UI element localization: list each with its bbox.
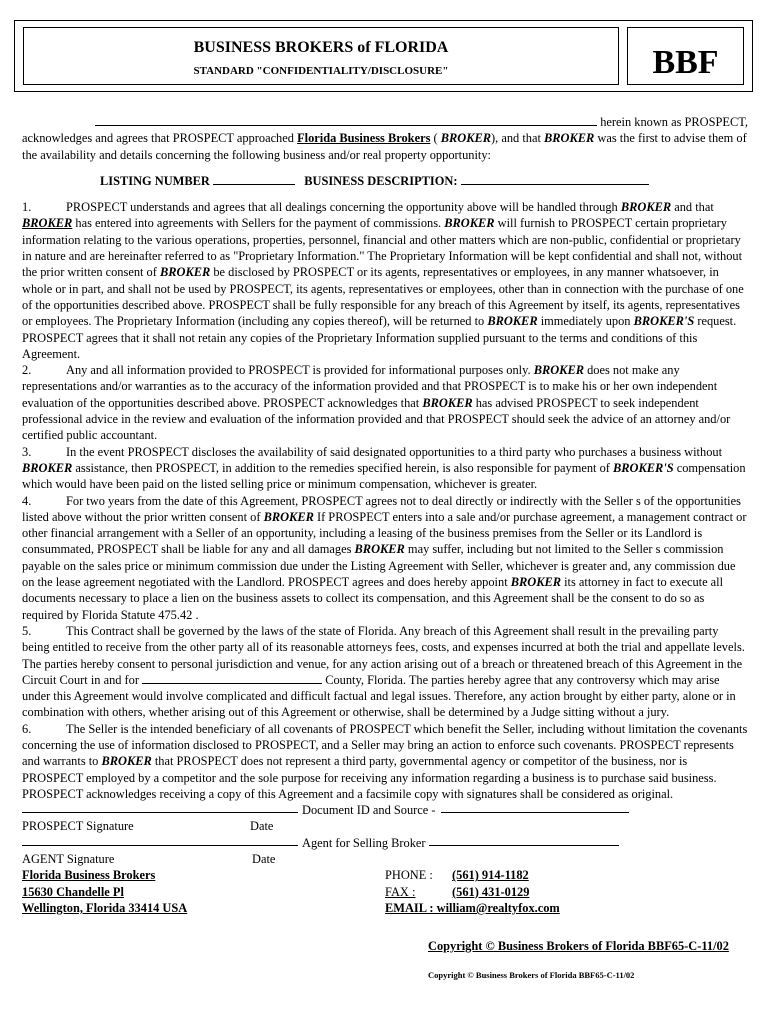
document-title: BUSINESS BROKERS of FLORIDA [193, 39, 449, 56]
fax-label: FAX : [385, 884, 416, 899]
prospect-name-field[interactable] [95, 115, 597, 126]
company-name: Florida Business Brokers [297, 131, 431, 146]
contact-street: 15630 Chandelle Pl [22, 884, 124, 899]
bbf-logo: BBF [627, 27, 744, 85]
county-field[interactable] [142, 673, 322, 684]
clause-5: 5. This Contract shall be governed by the laws of the state of Florida. Any breach of this Agreement shall result in the prevailing party being entitled to receive from the other party all of its reasonable attorneys fees, costs, and expenses incurred at both the trial and appellate levels. The parties hereby consent to personal jurisdiction and venue, for any action arising out of a breach or threatened breach of this Agreement in the Circuit Court in and for County, Florida. The parties hereby agree that any controversy which may arise under this Agreement would involve complicated and difficult factual and legal issues. Therefore, any action brought by either party, alone or in combination with others, whether arising out of this Agreement or otherwise, shall be determined by a Judge sitting without a jury. [22, 623, 745, 720]
header-title-box [23, 27, 619, 85]
contact-city: Wellington, Florida 33414 USA [22, 900, 188, 915]
prospect-signature-field[interactable] [22, 802, 298, 813]
footer-copyright: Copyright © Business Brokers of Florida BBF65-C-11/02 [428, 970, 635, 980]
document-subtitle: STANDARD "CONFIDENTIALITY/DISCLOSURE" [193, 65, 449, 77]
business-description-field[interactable] [461, 174, 649, 185]
acknowledgement: PROSPECT acknowledges receiving a copy of this Agreement and a facsimile copy with signatures shall be considered as original. [22, 786, 674, 801]
prospect-signature-row: PROSPECT Signature Date [22, 819, 274, 834]
contact-row-2 [22, 884, 748, 900]
clause-2: 2. Any and all information provided to PROSPECT is provided for informational purposes only. BROKER does not make any representations and/or warranties as to the accuracy of the information provided and that PROSPECT is to make his or her own independent evaluation of the opportunities described above. PROSPECT acknowledges that BROKER has advised PROSPECT to seek independent professional advice in the review and evaluation of the information provided and that PROSPECT should seek the advice of an attorney and/or certified public accountant. [22, 363, 731, 443]
agent-selling-row: Agent for Selling Broker [22, 835, 748, 851]
agent-signature-row: AGENT Signature Date [22, 852, 276, 867]
contact-company: Florida Business Brokers [22, 868, 156, 883]
selling-broker-field[interactable] [429, 835, 619, 846]
fax-number: (561) 431-0129 [452, 884, 530, 899]
contact-row-3 [22, 900, 748, 916]
phone-label: PHONE : [385, 868, 433, 883]
clause-1: 1. PROSPECT understands and agrees that all dealings concerning the opportunity above will be handled through BROKER and that BROKER has entered into agreements with Sellers for the payment of commissions. BROKER will furnish to PROSPECT certain proprietary information relating to the various operations, properties, personnel, financial and other matters which are non-public, confidential or proprietary in nature and are hereinafter referred to as "Proprietary Information." The Proprietary Information will be kept confidential and shall not, without the prior written consent of BROKER be disclosed by PROSPECT or its agents, representatives or employees, in any manner whatsoever, in whole or in part, and shall not be used by PROSPECT, its agents, representatives or employees, other than in connection with the purchase of one of the opportunities described above. PROSPECT shall be fully responsible for any breach of this Agreement by itself, its agents, representatives or employees. The Proprietary Information (including any copies thereof), will be returned to BROKER immediately upon BROKER'S request. PROSPECT agrees that it shall not retain any copies of the Proprietary Information supplied pursuant to the terms and conditions of this Agreement. [22, 200, 744, 361]
contact-row-1 [22, 867, 748, 883]
listing-number-field[interactable] [213, 174, 295, 185]
agreement-body [22, 114, 748, 916]
prospect-line: herein known as PROSPECT, [22, 114, 748, 130]
agent-signature-field[interactable] [22, 835, 298, 846]
header-box [14, 20, 753, 92]
document-id-field[interactable] [441, 802, 629, 813]
phone-number[interactable]: (561) 914-1182 [452, 868, 529, 883]
email-link[interactable]: EMAIL : william@realtyfox.com [385, 900, 560, 915]
doc-id-row: Document ID and Source - [22, 802, 748, 818]
clause-3: 3. In the event PROSPECT discloses the availability of said designated opportunities to a third party who purchases a business without BROKER assistance, then PROSPECT, in addition to the remedies specified herein, is also responsible for payment of BROKER'S compensation which would have been paid on the listed selling price or minimum compensation, whichever is greater. [22, 444, 746, 492]
intro-paragraph: acknowledges and agrees that PROSPECT approached Florida Business Brokers ( BROKER), and that BROKER was the first to advise them of the availability and details concerning the following business and/or real property opportunity: [22, 131, 747, 162]
copyright-line: Copyright © Business Brokers of Florida BBF65-C-11/02 [428, 939, 729, 953]
clause-6: 6. The Seller is the intended beneficiary of all covenants of PROSPECT which benefit the Seller, including without limitation the covenants concerning the use of information disclosed to PROSPECT, and a Seller may bring an action to enforce such covenants. PROSPECT represents and warrants to BROKER that PROSPECT does not represent a third party, governmental agency or competitor of the business, nor is PROSPECT employed by a competitor and the sole purpose for receiving any information regarding a business is to purchase said business. [22, 721, 748, 785]
clause-4: 4. For two years from the date of this Agreement, PROSPECT agrees not to deal directly or indirectly with the Seller s of the opportunities listed above without the prior written consent of BROKER If PROSPECT enters into a sale and/or purchase agreement, a management contract or other financial arrangement with a Seller of an opportunity, including a leasing of the business premises from the Seller or its Landlord is consummated, PROSPECT shall be liable for any and all damages BROKER may suffer, including but not limited to the Seller s commission payable on the sales price or minimum commission due under the Listing Agreement with Seller, whichever is greater and, any commission due on the lease agreement negotiated with the Landlord. PROSPECT agrees and does hereby appoint BROKER its attorney in fact to execute all documents necessary to place a lien on the business assets to collect its compensation, and this Agreement shall be the consent to do so as required by Florida Statute 475.42 . [22, 493, 747, 622]
listing-line: LISTING NUMBER BUSINESS DESCRIPTION: [100, 173, 748, 189]
